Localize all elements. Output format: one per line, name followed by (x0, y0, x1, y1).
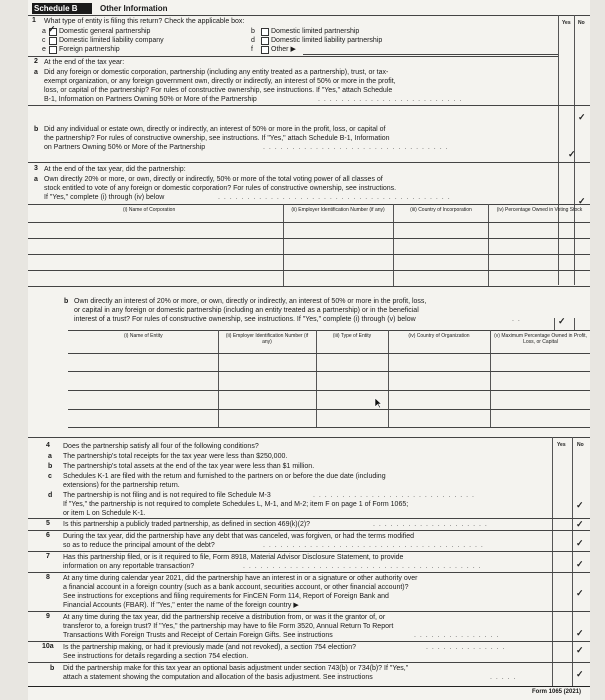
q9-line-2: transferor to, a foreign trust? If "Yes," the partnership may have to file Form 3520, Annual Return To Report (63, 623, 394, 630)
q5-line-1: Is this partnership a publicly traded partnership, as defined in section 469(k)(2)? (63, 521, 311, 528)
q1-opt-f-letter: f (251, 46, 253, 53)
q3b-line-3: interest of a trust? For rules of constructive ownership, see instructions. If "Yes," complete (i) through (v) below (74, 316, 416, 323)
q1-opt-b-label: Domestic limited partnership (271, 28, 360, 35)
q3b-no-check[interactable]: ✓ (558, 316, 566, 326)
q8-number: 8 (46, 574, 50, 581)
yes-header: Yes (562, 20, 571, 26)
q2b-line-2: the partnership? For rules of constructive ownership, see instructions. If "Yes," attach Schedule B-1, Information (44, 135, 390, 142)
q10b-letter: b (50, 665, 55, 672)
q1-opt-d-letter: d (251, 37, 255, 44)
q1-opt-c-label: Domestic limited liability company (59, 37, 164, 44)
q2b-letter: b (34, 126, 39, 133)
q10a-line-1: Is the partnership making, or had it previously made (and not revoked), a section 754 election? (63, 644, 356, 651)
q9-no-check[interactable]: ✓ (576, 628, 584, 638)
q3a-line-3: If "Yes," complete (i) through (iv) below (44, 194, 165, 201)
q4-note-line-1: If "Yes," the partnership is not required to complete Schedules L, M-1, and M-2; item F on page 1 of Form 1065; (63, 501, 409, 508)
q7-no-check[interactable]: ✓ (576, 559, 584, 569)
q10a-line-2: See instructions for details regarding a section 754 election. (63, 653, 249, 660)
q1-opt-a-letter: a (42, 28, 46, 35)
q3b-line-1: Own directly an interest of 20% or more, or own, directly or indirectly, an interest of 50% or more in the profit, loss, (74, 298, 427, 305)
schedule-label: Schedule B (32, 3, 92, 14)
q9-number: 9 (46, 613, 50, 620)
q4b-letter: b (48, 463, 53, 470)
form-footer: Form 1065 (2021) (532, 689, 582, 695)
q3-text: At the end of the tax year, did the partnership: (44, 166, 186, 173)
q1-opt-f-checkbox[interactable] (261, 46, 269, 54)
q4c-line-2: extensions) for the partnership return. (63, 482, 180, 489)
q7-line-1: Has this partnership filed, or is it required to file, Form 8918, Material Advisor Disclosure Statement, to provide (63, 554, 404, 561)
q1-opt-b-checkbox[interactable] (261, 28, 269, 36)
q4c-line-1: Schedules K-1 are filed with the return and furnished to the partners on or before the due date (including (63, 473, 386, 480)
q2a-no-check[interactable]: ✓ (578, 112, 586, 122)
q2a-letter: a (34, 69, 38, 76)
q3b-col-3: (iii) Type of Entity (332, 333, 372, 339)
q3a-no-check[interactable]: ✓ (578, 196, 586, 206)
q1-number: 1 (32, 17, 36, 24)
form-page: Schedule B Other Information Yes No 1 What type of entity is filing this return? Check the applicable box: a ✓ Domestic general partnership b Domestic limited partnership c Domestic limited liability company d Domestic limited liability partnership e Foreign partnership f Other ▶ 2 At the end of the tax year: a Did any foreign or domestic corporation, partnership (including any entity treated as a partnership), trust, or tax- exempt organization, or any foreign government own, directly or indirectly, an interest of 50% or more in the profit, loss, or capital of the partnership? For rules of constructive ownership, see instructions. If "Yes," attach Schedule B-1, Information on Partners Owning 50% or More of the Partnership . . . . . . . . . . . . . . . . . . . . . . . . . ✓ b Did any individual or estate own, directly or indirectly, an interest of 50% or more in the profit, loss, or capital of the partnership? For rules of constructive ownership, see instructions. If "Yes," attach Schedule B-1, Information on Partners Owning 50% or More of the Partnership . . . . . . . . . . . . . . . . . . . . . . . . . . . . . . . . ✓ 3 At the end of the tax year, did the partnership: a Own directly 20% or more, or own, directly or indirectly, 50% or more of the total voting power of all classes of stock entitled to vote of any foreign or domestic corporation? For rules of constructive ownership, see instructions. If "Yes," complete (i) through (iv) below . . . . . . . . . . . . . . . . . . . . . . . . . . . . . . . . . . . . . . . . ✓ (i) Name of Corporation (ii) Employer Identification Number (if any) (iii) Country of Incorporation (iv) Percentage Owned in Voting Stock b Own directly an interest of 20% or more, or own, directly or indirectly, an interest of 50% or more in the profit, loss, or capital in any foreign or domestic partnership (including an entity treated as a partnership) or in the beneficial interest of a trust? For rules of constructive ownership, see instructions. If "Yes," complete (i) through (v) below . . ✓ (i) Name of Entity (ii) Employer Identification Number (if any) (iii) Type of Entity (iv) Country of Organization (v) Maximum Percentage Owned in Profit, Loss, or Capital Yes No 4 Does the partnership satisfy all four of the following conditions? a The partnership's total receipts for the tax year were less than $250,000. b The partnership's total assets at the end of the tax year were less than $1 million. c Schedules K-1 are filed with the return and furnished to the partners on or before the due date (including extensions) for the partnership return. d The partnership is not filing and is not required to file Schedule M-3 . . . . . . . . . . . . . . . . . . . . . . . . . . . . If "Yes," the partnership is not required to complete Schedules L, M-1, and M-2; item F on page 1 of Form 1065; or item L on Schedule K-1. ✓ 5 Is this partnership a publicly traded partnership, as defined in section 469(k)(2)? . . . . . . . . . . . . . . . . . . . . ✓ 6 During the tax year, did the partnership have any debt that was canceled, was forgiven, or had the terms modified so as to reduce the principal amount of the debt? . . . . . . . . . . . . . . . . . . . . . . . . . . . . . . . . . . . . . . ✓ 7 Has this partnership filed, or is it required to file, Form 8918, Material Advisor Disclosure Statement, to provide information on any reportable transaction? . . . . . . . . . . . . . . . . . . . . . . . . . . . . . . . . . . . . . . . . . ✓ 8 At any time during calendar year 2021, did the partnership have an interest in or a signature or other authority over a financial account in a foreign country (such as a bank account, securities account, or other financial account)? See instructions for exceptions and filing requirements for FinCEN Form 114, Report of Foreign Bank and Financial Accounts (FBAR). If "Yes," enter the name of the foreign country ▶ ✓ 9 At any time during the tax year, did the partnership receive a distribution from, or was it the grantor of, or transferor to, a foreign trust? If "Yes," the partnership may have to file Form 3520, Annual Return To Report Transactions With Foreign Trusts and Receipt of Certain Foreign Gifts. See instructions . . . . . . . . . . . . . . . ✓ 10a Is the partnership making, or had it previously made (and not revoked), a section 754 election? . . . . . . . . . . . . . . See instructions for details regarding a section 754 election. ✓ b Did the partnership make for this tax year an optional basis adjustment under section 743(b) or 734(b)? If "Yes," attach a statement showing the computation and allocation of the basis adjustment. See instructions . . . . . ✓ Form 1065 (2021) (28, 0, 590, 700)
no-header-2: No (577, 442, 584, 448)
q6-line-1: During the tax year, did the partnership have any debt that was canceled, was forgiven, or had the terms modified (63, 533, 414, 540)
q8-line-3: See instructions for exceptions and filing requirements for FinCEN Form 114, Report of Foreign Bank and (63, 593, 389, 600)
q3b-letter: b (64, 298, 69, 305)
q3b-col-1: (i) Name of Entity (124, 333, 163, 339)
q7-number: 7 (46, 553, 50, 560)
q1-opt-a-label: Domestic general partnership (59, 28, 151, 35)
q2a-line-2: exempt organization, or any foreign government own, directly or indirectly, an interest of 50% or more in the profit, (44, 78, 396, 85)
q2b-line-1: Did any individual or estate own, directly or indirectly, an interest of 50% or more in the profit, loss, or capital of (44, 126, 386, 133)
q10b-no-check[interactable]: ✓ (576, 669, 584, 679)
q2a-line-1: Did any foreign or domestic corporation, partnership (including any entity treated as a partnership), trust, or tax- (44, 69, 389, 76)
q7-line-2: information on any reportable transaction? (63, 563, 195, 570)
q8-line-2: a financial account in a foreign country (such as a bank account, securities account, or other financial account)? (63, 584, 409, 591)
q1-opt-e-checkbox[interactable] (49, 46, 57, 54)
q1-opt-c-checkbox[interactable] (49, 37, 57, 45)
q3b-line-2: or capital in any foreign or domestic partnership (including an entity treated as a partnership) or in the beneficial (74, 307, 419, 314)
q2-text: At the end of the tax year: (44, 59, 125, 66)
no-header: No (578, 20, 585, 26)
q6-no-check[interactable]: ✓ (576, 538, 584, 548)
q8-line-1: At any time during calendar year 2021, did the partnership have an interest in or a signature or other authority over (63, 575, 418, 582)
q1-opt-f-label: Other ▶ (271, 46, 296, 53)
q4d-line-1: The partnership is not filing and is not required to file Schedule M-3 (63, 492, 271, 499)
q6-number: 6 (46, 532, 50, 539)
q8-no-check[interactable]: ✓ (576, 588, 584, 598)
q1-opt-d-checkbox[interactable] (261, 37, 269, 45)
q3b-col-4: (iv) Country of Organization (408, 333, 470, 339)
q3b-col-2: (ii) Employer Identification Number (if any) (225, 333, 309, 345)
q3a-col-1: (i) Name of Corporation (123, 207, 176, 213)
q9-line-1: At any time during the tax year, did the partnership receive a distribution from, or was it the grantor of, or (63, 614, 386, 621)
q4a-letter: a (48, 453, 52, 460)
q2b-no-check[interactable]: ✓ (568, 149, 576, 159)
q4a-line-1: The partnership's total receipts for the tax year were less than $250,000. (63, 453, 288, 460)
q2b-line-3: on Partners Owning 50% or More of the Partnership (44, 144, 206, 151)
q1-opt-a-check: ✓ (48, 24, 56, 34)
q1-opt-e-letter: e (42, 46, 46, 53)
q3a-line-2: stock entitled to vote of any foreign or domestic corporation? For rules of constructive ownership, see instructions. (44, 185, 397, 192)
q1-text: What type of entity is filing this return? Check the applicable box: (44, 18, 245, 25)
q1-opt-e-label: Foreign partnership (59, 46, 120, 53)
q10a-number: 10a (42, 643, 54, 650)
schedule-title: Other Information (100, 4, 168, 13)
q5-no-check[interactable]: ✓ (576, 519, 584, 529)
q5-number: 5 (46, 520, 50, 527)
q1-opt-c-letter: c (42, 37, 46, 44)
q2a-line-3: loss, or capital of the partnership? For rules of constructive ownership, see instructions. If "Yes," attach Schedule (44, 87, 393, 94)
q1-opt-b-letter: b (251, 28, 255, 35)
q8-line-4: Financial Accounts (FBAR). If "Yes," enter the name of the foreign country ▶ (63, 602, 299, 609)
yes-header-2: Yes (557, 442, 566, 448)
q10b-line-1: Did the partnership make for this tax year an optional basis adjustment under section 743(b) or 734(b)? If "Yes," (63, 665, 409, 672)
q2-number: 2 (34, 58, 38, 65)
q4-number: 4 (46, 442, 50, 449)
q3b-col-5: (v) Maximum Percentage Owned in Profit, Loss, or Capital (494, 333, 587, 345)
q4-note-line-2: or item L on Schedule K-1. (63, 510, 146, 517)
q2a-line-4: B-1, Information on Partners Owning 50% or More of the Partnership (44, 96, 257, 103)
q3a-col-3: (iii) Country of Incorporation (410, 207, 472, 213)
q6-line-2: so as to reduce the principal amount of the debt? (63, 542, 215, 549)
q9-line-3: Transactions With Foreign Trusts and Receipt of Certain Foreign Gifts. See instructions (63, 632, 333, 639)
mouse-pointer-icon (374, 397, 382, 409)
q3a-letter: a (34, 176, 38, 183)
q10a-no-check[interactable]: ✓ (576, 645, 584, 655)
q3a-line-1: Own directly 20% or more, or own, directly or indirectly, 50% or more of the total voting power of all classes of (44, 176, 383, 183)
q4-no-check[interactable]: ✓ (576, 500, 584, 510)
q4c-letter: c (48, 473, 52, 480)
q3a-col-2: (ii) Employer Identification Number (if any) (291, 207, 385, 213)
q3a-col-4: (iv) Percentage Owned in Voting Stock (496, 207, 583, 213)
q1-opt-d-label: Domestic limited liability partnership (271, 37, 383, 44)
q4b-line-1: The partnership's total assets at the end of the tax year were less than $1 million. (63, 463, 315, 470)
q3-number: 3 (34, 165, 38, 172)
q10b-line-2: attach a statement showing the computation and allocation of the basis adjustment. See instructions (63, 674, 373, 681)
q4-text: Does the partnership satisfy all four of the following conditions? (63, 443, 259, 450)
q4d-letter: d (48, 492, 53, 499)
